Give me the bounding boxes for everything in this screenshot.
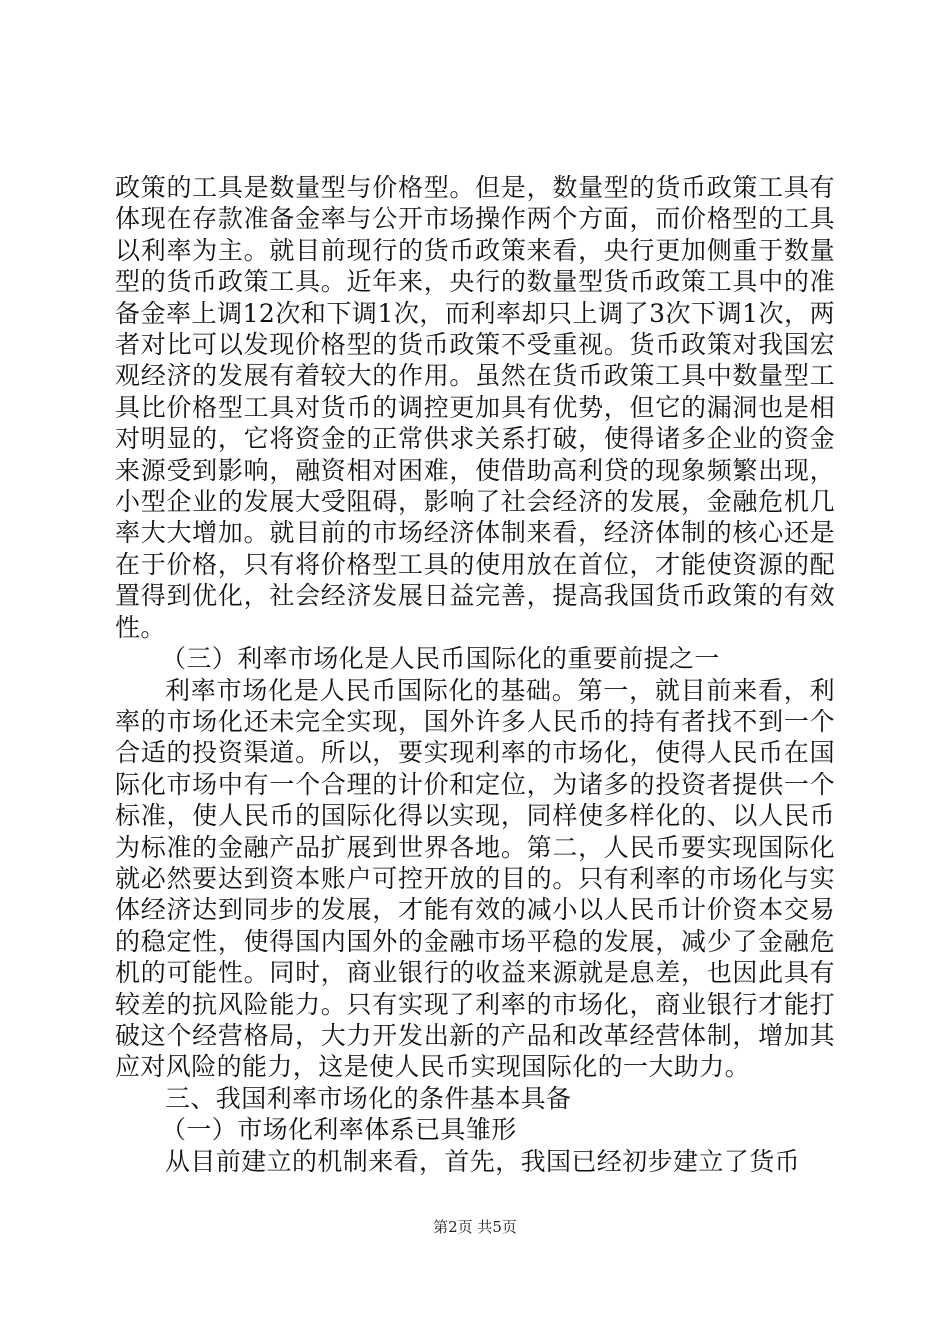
page-footer: 第2页 共5页	[433, 1218, 517, 1236]
body-paragraph-2: 利率市场化是人民币国际化的基础。第一，就目前来看，利率的市场化还未完全实现，国外许多人民币的持有者找不到一个合适的投资渠道。所以，要实现利率的市场化，使得人民币在国际化市场中有一个合理的计价和定位，为诸多的投资者提供一个标准，使人民币的国际化得以实现，同样使多样化的、以人民币为标准的金融产品扩展到世界各地。第二，人民币要实现国际化就必然要达到资本账户可控开放的目的。只有利率的市场化与实体经济达到同步的发展，才能有效的减小以人民币计价资本交易的稳定性，使得国内国外的金融市场平稳的发展，减少了金融危机的可能性。同时，商业银行的收益来源就是息差，也因此具有较差的抗风险能力。只有实现了利率的市场化，商业银行才能打破这个经营格局，大力开发出新的产品和改革经营体制，增加其应对风险的能力，这是使人民币实现国际化的一大助力。	[115, 675, 835, 1082]
body-paragraph-1: 政策的工具是数量型与价格型。但是，数量型的货币政策工具有体现在存款准备金率与公开市场操作两个方面，而价格型的工具以利率为主。就目前现行的货币政策来看，央行更加侧重于数量型的货币政策工具。近年来，央行的数量型货币政策工具中的准备金率上调12次和下调1次，而利率却只上调了3次下调1次，两者对比可以发现价格型的货币政策不受重视。货币政策对我国宏观经济的发展有着较大的作用。虽然在货币政策工具中数量型工具比价格型工具对货币的调控更加具有优势，但它的漏洞也是相对明显的，它将资金的正常供求关系打破，使得诸多企业的资金来源受到影响，融资相对困难，使借助高利贷的现象频繁出现，小型企业的发展大受阻碍，影响了社会经济的发展，金融危机几率大大增加。就目前的市场经济体制来看，经济体制的核心还是在于价格，只有将价格型工具的使用放在首位，才能使资源的配置得到优化，社会经济发展日益完善，提高我国货币政策的有效性。	[115, 173, 835, 642]
body-paragraph-3: 从目前建立的机制来看，首先，我国已经初步建立了货币	[165, 1146, 801, 1176]
document-body	[115, 172, 835, 1177]
section-heading-3: （三）利率市场化是人民币国际化的重要前提之一	[161, 644, 720, 674]
section-heading-1: （一）市场化利率体系已具雏形	[161, 1115, 517, 1145]
chapter-heading-3: 三、我国利率市场化的条件基本具备	[165, 1083, 572, 1113]
